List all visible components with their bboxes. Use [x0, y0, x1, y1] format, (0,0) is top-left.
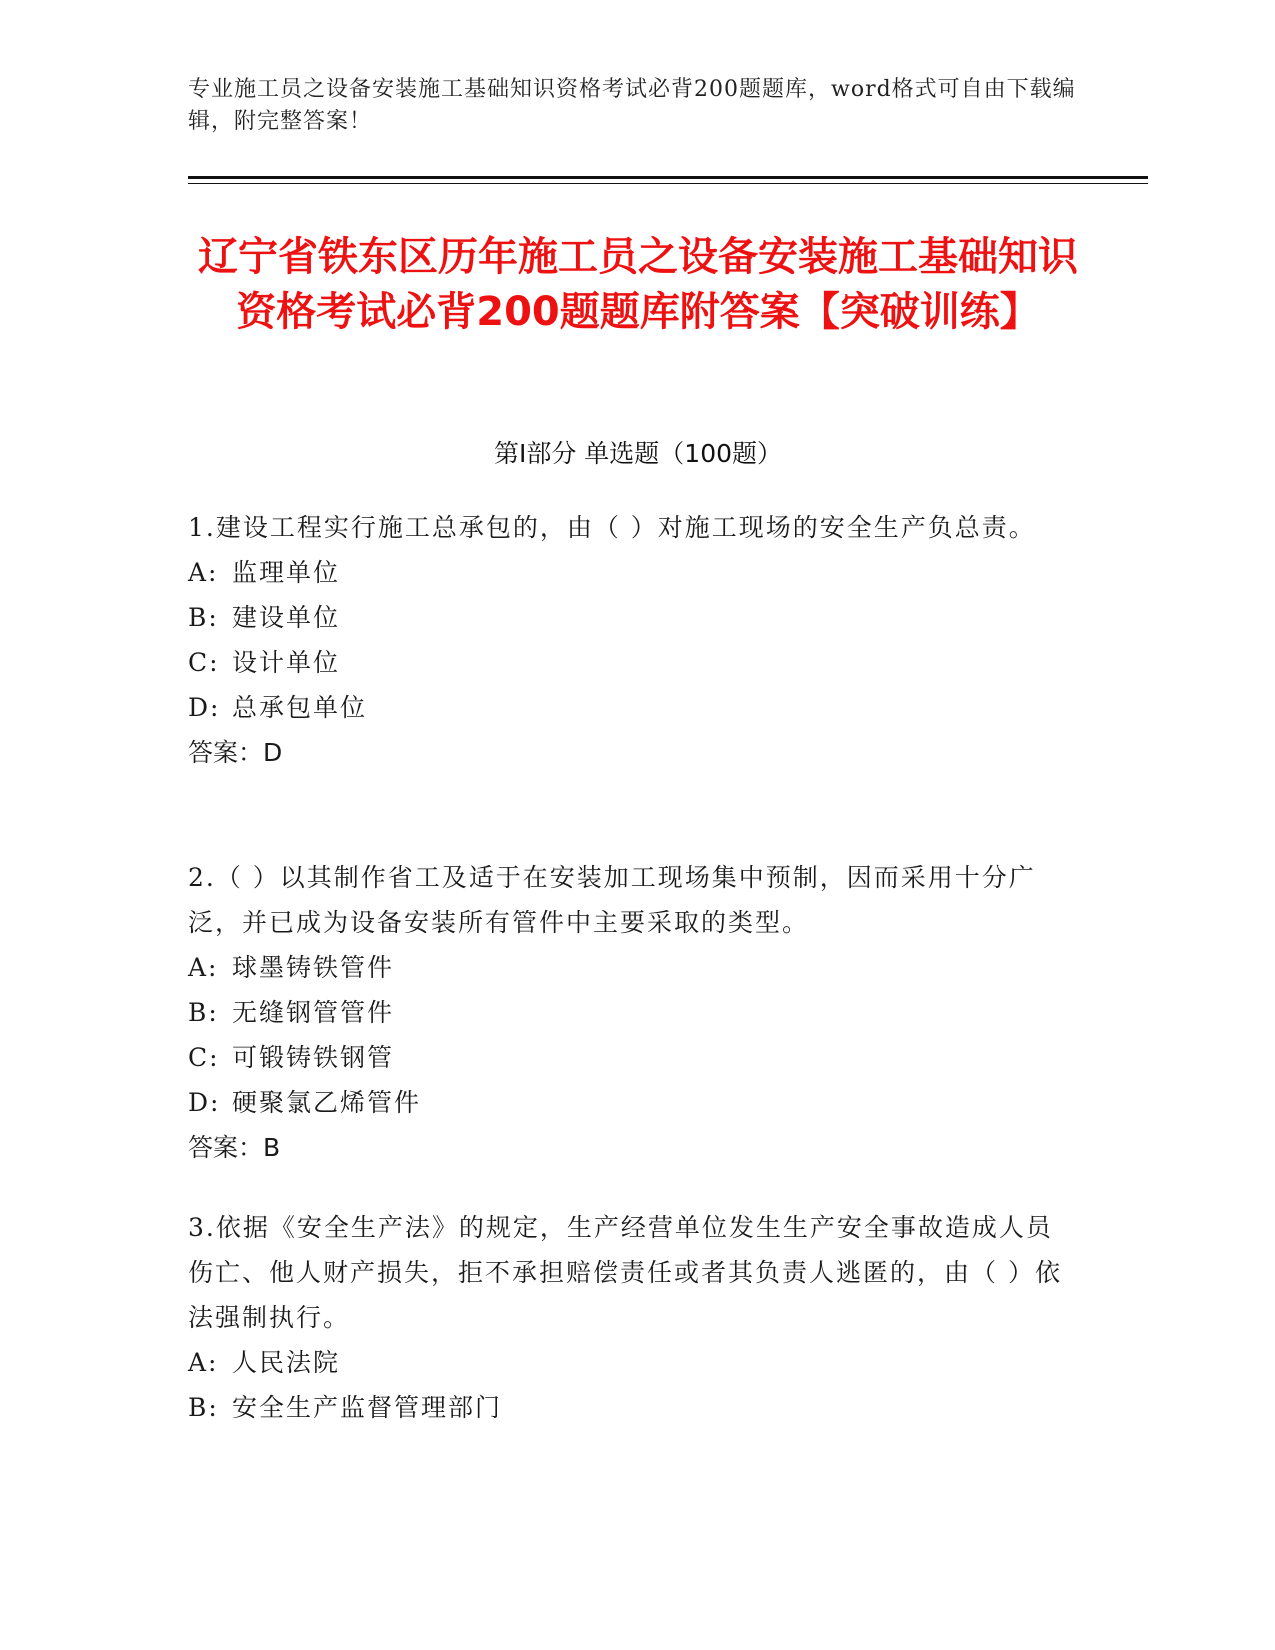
option-text: 设计单位 [232, 648, 341, 677]
option-key: B: [188, 1393, 219, 1422]
option-key: A: [188, 1348, 219, 1377]
document-title: 辽宁省铁东区历年施工员之设备安装施工基础知识资格考试必背200题题库附答案【突破训练】 [198, 234, 1078, 335]
option-text: 安全生产监督管理部门 [232, 1393, 503, 1422]
header-note: 专业施工员之设备安装施工基础知识资格考试必背200题题库，word格式可自由下载编辑，附完整答案！ [188, 77, 1076, 134]
option-b [188, 1385, 1068, 1430]
option-text: 总承包单位 [232, 693, 368, 722]
option-b [188, 595, 1068, 640]
option-text: 人民法院 [232, 1348, 341, 1377]
option-key: C: [188, 648, 220, 677]
question-2 [188, 855, 1068, 1170]
option-text: 球墨铸铁管件 [232, 953, 395, 982]
question-1 [188, 505, 1068, 775]
option-text: 无缝钢管管件 [232, 998, 395, 1027]
option-key: B: [188, 603, 219, 632]
question-text: 2.（ ）以其制作省工及适于在安装加工现场集中预制，因而采用十分广泛，并已成为设备安装所有管件中主要采取的类型。 [188, 863, 1036, 937]
option-key: C: [188, 1043, 220, 1072]
option-d [188, 685, 1068, 730]
option-a [188, 945, 1068, 990]
option-b [188, 990, 1068, 1035]
option-key: D: [188, 693, 221, 722]
header-divider-thin [188, 183, 1148, 184]
option-key: A: [188, 953, 219, 982]
option-key: A: [188, 558, 219, 587]
option-d [188, 1080, 1068, 1125]
question-text: 1.建设工程实行施工总承包的，由（ ）对施工现场的安全生产负总责。 [188, 513, 1036, 542]
question-text: 3.依据《安全生产法》的规定，生产经营单位发生生产安全事故造成人员伤亡、他人财产损失，拒不承担赔偿责任或者其负责人逃匿的，由（ ）依法强制执行。 [188, 1213, 1062, 1332]
answer: 答案：B [188, 1133, 281, 1162]
header-divider-thick [188, 176, 1148, 179]
option-text: 监理单位 [232, 558, 341, 587]
option-text: 建设单位 [232, 603, 341, 632]
answer: 答案：D [188, 738, 283, 767]
option-a [188, 1340, 1068, 1385]
question-3 [188, 1205, 1068, 1430]
option-key: D: [188, 1088, 221, 1117]
option-a [188, 550, 1068, 595]
section-title: 第Ⅰ部分 单选题（100题） [493, 439, 783, 468]
option-c [188, 1035, 1068, 1080]
option-key: B: [188, 998, 219, 1027]
option-text: 硬聚氯乙烯管件 [232, 1088, 422, 1117]
option-text: 可锻铸铁钢管 [232, 1043, 395, 1072]
option-c [188, 640, 1068, 685]
